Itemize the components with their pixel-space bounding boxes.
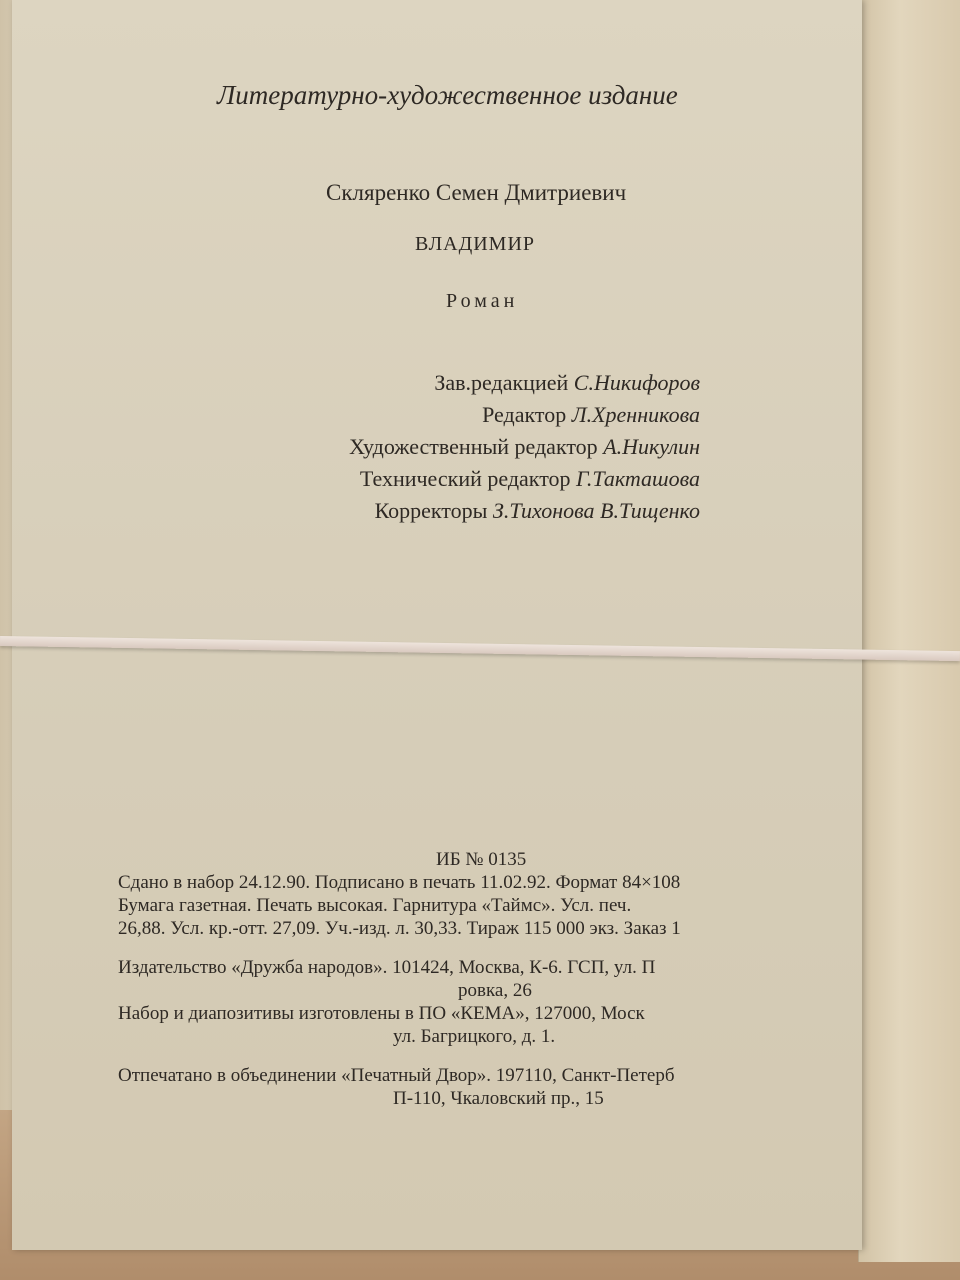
credit-role: Технический редактор: [359, 466, 571, 491]
publisher-line: Издательство «Дружба народов». 101424, Москва, К-6. ГСП, ул. П: [118, 957, 656, 978]
ib-number: ИБ № 0135: [436, 849, 527, 870]
imprint-block: [118, 848, 878, 1110]
editorial-credits: [300, 367, 700, 527]
credit-person: Г.Такташова: [576, 466, 700, 491]
imprint-line: 26,88. Усл. кр.-отт. 27,09. Уч.-изд. л. 30,33. Тираж 115 000 экз. Заказ 1: [118, 918, 681, 939]
credit-role: Художественный редактор: [349, 434, 598, 459]
credit-person: С.Никифоров: [573, 370, 700, 395]
imprint-line: Бумага газетная. Печать высокая. Гарнитура «Таймс». Усл. печ.: [118, 895, 632, 916]
genre-label: Роман: [446, 290, 519, 312]
credit-row: [300, 399, 700, 431]
book-title: ВЛАДИМИР: [415, 233, 536, 255]
author-name: Скляренко Семен Дмитриевич: [326, 180, 627, 205]
imprint-line: Сдано в набор 24.12.90. Подписано в печать 11.02.92. Формат 84×108: [118, 872, 681, 893]
typeset-line: ул. Багрицкого, д. 1.: [393, 1026, 556, 1047]
credit-person: З.Тихонова В.Тищенко: [492, 498, 700, 523]
credit-row: [300, 431, 700, 463]
typeset-line: Набор и диапозитивы изготовлены в ПО «КЕМА», 127000, Моск: [118, 1003, 645, 1024]
credit-row: [300, 367, 700, 399]
credit-role: Зав.редакцией: [434, 370, 569, 395]
series-label: Литературно-художественное издание: [217, 80, 678, 110]
credit-row: [300, 463, 700, 495]
credit-role: Редактор: [482, 402, 567, 427]
publisher-line: ровка, 26: [458, 980, 532, 1001]
printed-line: П-110, Чкаловский пр., 15: [393, 1088, 604, 1109]
credit-person: Л.Хренникова: [571, 402, 700, 427]
printed-line: Отпечатано в объединении «Печатный Двор». 197110, Санкт-Петерб: [118, 1065, 675, 1086]
credit-row: [300, 495, 700, 527]
credit-person: А.Никулин: [603, 434, 700, 459]
credit-role: Корректоры: [374, 498, 488, 523]
